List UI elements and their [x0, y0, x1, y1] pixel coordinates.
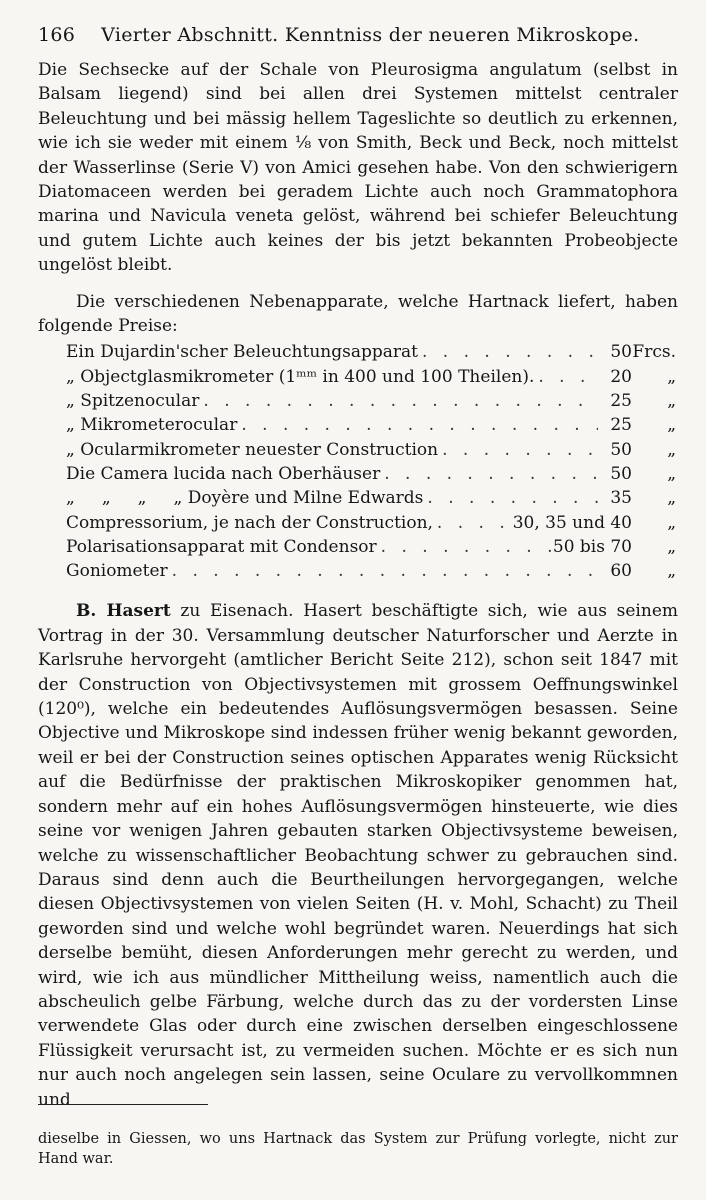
leader-dots: [377, 535, 553, 559]
price-row: [66, 462, 678, 486]
running-title: Vierter Abschnitt. Kenntniss der neueren Mikroskope.: [101, 24, 640, 46]
price-item: Ein Dujardin'scher Beleuchtungsapparat: [66, 342, 418, 363]
price-row: [66, 340, 678, 364]
price-currency: „: [667, 512, 676, 533]
price-list: [66, 340, 678, 583]
paragraph-accessories-intro: Die verschiedenen Nebenapparate, welche Hartnack liefert, haben folgende Preise:: [38, 291, 678, 337]
leader-dots: [237, 413, 598, 437]
footnote-rule: [38, 1104, 208, 1105]
price-currency: „: [667, 439, 676, 460]
page-header: [38, 22, 678, 54]
price-item: „ „ „ „ Doyère und Milne Edwards: [66, 488, 424, 509]
price-row: [66, 438, 678, 462]
paragraph-hasert: [38, 599, 678, 1112]
price-value: 25: [610, 391, 632, 412]
section-text: zu Eisenach. Hasert beschäftigte sich, wie aus seinem Vortrag in der 30. Versammlung deutscher Naturforscher und Aerzte in Karlsruhe hervorgeht (amtlicher Bericht Seite 212), schon seit 1847 mit der Construction von Objectivsystemen mit grossem Oeffnungswinkel (120⁰), welche ein bedeutendes Auflösungsvermögen besassen. Seine Objective und Mikroskope sind indessen früher wenig bekannt geworden, weil er bei der Construction seines optischen Apparates wenig Rücksicht auf die Bedürfnisse der praktischen Mikroskopiker genommen hat, sondern mehr auf ein hohes Auflösungsvermögen hinsteuerte, wie dies seine vor wenigen Jahren gebauten starken Objectivsysteme beweisen, welche zu wissenschaftlicher Beobachtung schwer zu gebrauchen sind. Daraus sind denn auch die Beurtheilungen hervorgegangen, welche diesen Objectivsystemen von vielen Seiten (H. v. Mohl, Schacht) zu Theil geworden sind und welche wohl begründet waren. Neuerdings hat sich derselbe bemüht, diesen Anforderungen mehr gerecht zu werden, und wird, wie ich aus mündlicher Mittheilung weiss, namentlich auch die abscheulich gelbe Färbung, welche durch das zu der vordersten Linse verwendete Glas oder durch eine zwischen derselben eingeschlossene Flüssigkeit verursacht ist, zu vermeiden suchen. Möchte er es sich nun nur auch noch angelegen sein lassen, seine Oculare zu vervollkommnen und: [38, 601, 679, 1110]
price-item: Compressorium, je nach der Construction,: [66, 512, 433, 533]
leader-dots: [433, 511, 513, 535]
leader-dots: [380, 462, 598, 486]
leader-dots: [423, 486, 598, 510]
footnote: dieselbe in Giessen, wo uns Hartnack das System zur Prüfung vorlegte, nicht zur Hand war.: [38, 1130, 678, 1167]
price-value: 20: [610, 366, 632, 387]
price-row: [66, 511, 678, 535]
leader-dots: [534, 365, 598, 389]
price-currency: Frcs.: [632, 342, 676, 363]
price-value: 60: [610, 561, 632, 582]
price-row: [66, 365, 678, 389]
price-currency: „: [667, 366, 676, 387]
section-heading: B. Hasert: [76, 601, 171, 622]
leader-dots: [418, 340, 598, 364]
price-currency: „: [667, 561, 676, 582]
price-row: [66, 389, 678, 413]
price-item: Goniometer: [66, 561, 168, 582]
price-item: „ Spitzenocular: [66, 391, 200, 412]
price-currency: „: [667, 391, 676, 412]
price-item: „ Objectglasmikrometer (1ᵐᵐ in 400 und 100 Theilen).: [66, 366, 535, 387]
price-value: 50: [610, 342, 632, 363]
price-item: „ Mikrometerocular: [66, 415, 238, 436]
price-row: [66, 486, 678, 510]
price-item: Polarisationsapparat mit Condensor: [66, 536, 377, 557]
price-currency: „: [667, 536, 676, 557]
page-number: 166: [38, 24, 76, 46]
price-item: „ Ocularmikrometer neuester Construction: [66, 439, 439, 460]
price-value: 50 bis 70: [552, 536, 632, 557]
paragraph-diatom-test: Die Sechsecke auf der Schale von Pleurosigma angulatum (selbst in Balsam liegend) sind bei allen drei Systemen mittelst centraler Beleuchtung und bei mässig hellem Tageslichte so deutlich zu erkennen, wie ich sie weder mit einem ⅛ von Smith, Beck und Beck, noch mittelst der Wasserlinse (Serie V) von Amici gesehen habe. Von den schwierigern Diatomaceen werden bei geradem Lichte auch noch Grammatophora marina und Navicula veneta gelöst, während bei schiefer Beleuchtung und gutem Lichte auch keines der bis jetzt bekannten Probeobjecte ungelöst bleibt.: [38, 60, 678, 276]
price-currency: „: [667, 415, 676, 436]
price-value: 30, 35 und 40: [512, 512, 632, 533]
price-row: [66, 413, 678, 437]
price-value: 50: [610, 463, 632, 484]
leader-dots: [199, 389, 598, 413]
price-currency: „: [667, 488, 676, 509]
leader-dots: [438, 438, 598, 462]
price-currency: „: [667, 463, 676, 484]
leader-dots: [168, 559, 598, 583]
price-row: [66, 535, 678, 559]
price-item: Die Camera lucida nach Oberhäuser: [66, 463, 381, 484]
price-value: 50: [610, 439, 632, 460]
price-value: 35: [610, 488, 632, 509]
price-value: 25: [610, 415, 632, 436]
price-row: [66, 559, 678, 583]
